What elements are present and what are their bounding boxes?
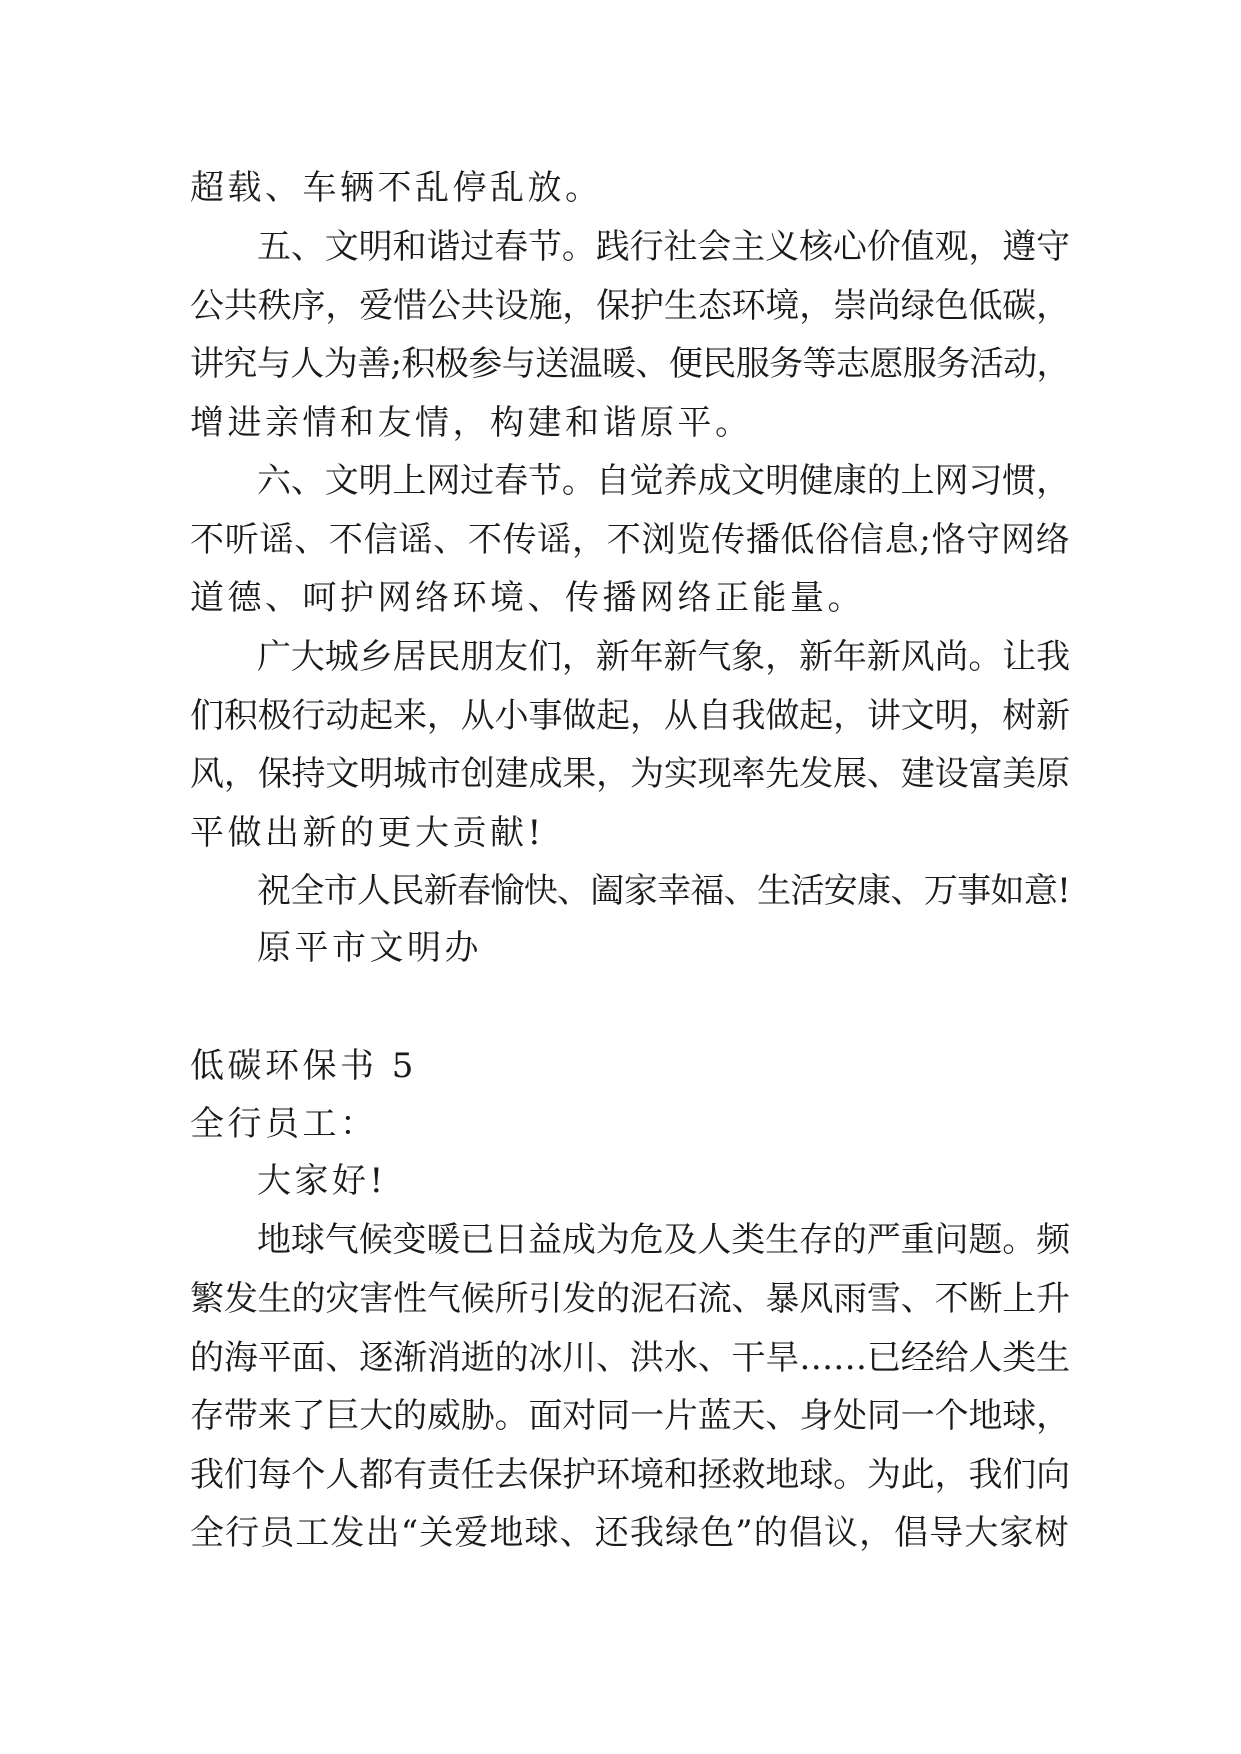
paragraph-line: 增进亲情和友情，构建和谐原平。 [190, 403, 753, 443]
paragraph-line: 不听谣、不信谣、不传谣，不浏览传播低俗信息;恪守网络 [190, 520, 1071, 560]
signature-line: 原平市文明办 [257, 928, 482, 968]
paragraph-line: 道德、呵护网络环境、传播网络正能量。 [190, 578, 865, 618]
paragraph-line: 祝全市人民新春愉快、阖家幸福、生活安康、万事如意! [257, 871, 1071, 911]
paragraph-line: 地球气候变暖已日益成为危及人类生存的严重问题。频 [257, 1220, 1070, 1260]
paragraph-line: 超载、车辆不乱停乱放。 [190, 168, 603, 208]
paragraph-line: 的海平面、逐渐消逝的冰川、洪水、干旱……已经给人类生 [190, 1338, 1070, 1378]
greeting: 大家好! [257, 1161, 387, 1201]
paragraph-line: 存带来了巨大的威胁。面对同一片蓝天、身处同一个地球， [190, 1396, 1070, 1436]
paragraph-line: 我们每个人都有责任去保护环境和拯救地球。为此，我们向 [190, 1455, 1070, 1495]
paragraph-line: 繁发生的灾害性气候所引发的泥石流、暴风雨雪、不断上升 [190, 1279, 1070, 1319]
paragraph-line: 平做出新的更大贡献! [190, 813, 545, 853]
salutation: 全行员工： [190, 1104, 378, 1144]
paragraph-line: 广大城乡居民朋友们，新年新气象，新年新风尚。让我 [257, 637, 1070, 677]
paragraph-line: 全行员工发出“关爱地球、还我绿色”的倡议，倡导大家树 [190, 1513, 1070, 1553]
paragraph-line: 五、文明和谐过春节。践行社会主义核心价值观，遵守 [257, 227, 1070, 267]
paragraph-line: 们积极行动起来，从小事做起，从自我做起，讲文明，树新 [190, 696, 1070, 736]
paragraph-line: 六、文明上网过春节。自觉养成文明健康的上网习惯， [257, 461, 1070, 501]
paragraph-line: 风，保持文明城市创建成果，为实现率先发展、建设富美原 [190, 754, 1070, 794]
paragraph-line: 公共秩序，爱惜公共设施，保护生态环境，崇尚绿色低碳， [190, 286, 1070, 326]
section-heading: 低碳环保书 5 [190, 1046, 417, 1086]
paragraph-line: 讲究与人为善;积极参与送温暖、便民服务等志愿服务活动， [190, 344, 1070, 384]
